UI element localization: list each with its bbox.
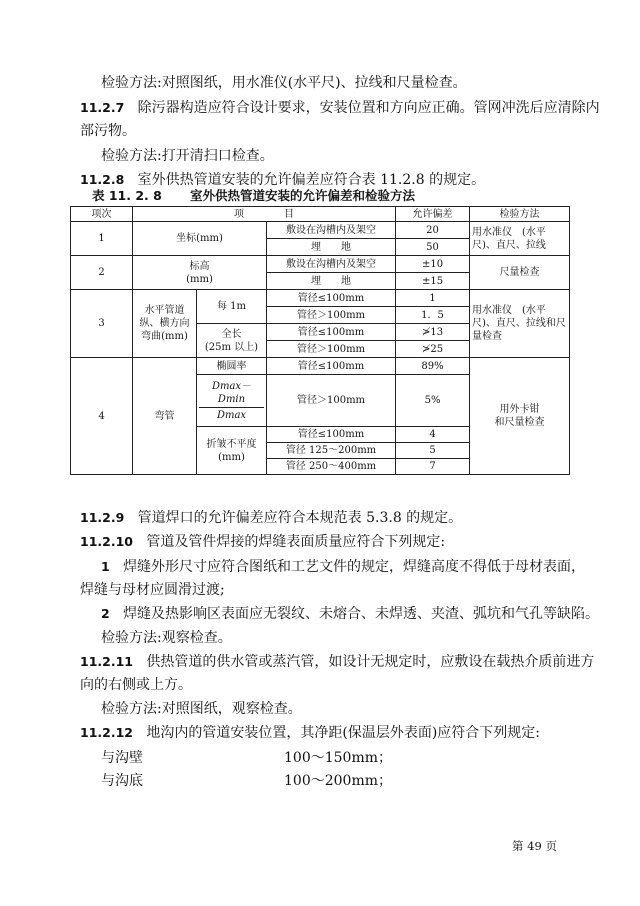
formula-fraction [199,380,264,422]
clause-number: 11.2.9 [80,510,125,525]
group-label-a: 全长 [221,328,242,340]
clause-11-2-12 [80,723,540,743]
row-no: 3 [71,290,133,358]
deviation-value: 5% [396,375,470,427]
deviation-value: ≯13 [396,324,470,341]
table-row [71,256,570,273]
sub-item: 敷设在沟槽内及架空 [267,222,396,239]
clause-text: 室外供热管道安装的允许偏差应符合表 11.2.8 的规定。 [137,172,486,188]
check-method-line: 检验方法:观察检查。 [101,630,232,646]
sub-item: 管径＞100mm [267,307,396,324]
clause-number: 11.2.10 [80,534,133,549]
check-method-line: 检验方法:对照图纸，用水准仪(水平尺)、拉线和尺量检查。 [101,75,467,91]
clause-11-2-10 [80,532,445,552]
formula-denominator: Dmax [216,409,247,421]
clause-number: 11.2.12 [80,725,133,740]
item-label: 标高 [189,260,210,272]
row-no: 4 [71,358,133,475]
sub-item: 管径≤100mm [267,358,396,375]
header-item: 项 目 [133,207,396,222]
clause-text-continued: 向的右侧或上方。 [80,677,192,693]
sub-item: 管径≤100mm [267,427,396,443]
sub-item: 管径＞100mm [267,341,396,358]
sub-item: 埋 地 [267,273,396,290]
group-label-b: (25m 以上) [204,341,259,353]
sub-item: 管径 250～400mm [267,459,396,475]
deviation-value: 50 [396,239,470,256]
deviation-value: ±15 [396,273,470,290]
check-method: 用水准仪 (水平尺)、直尺、拉线和尺量检查 [470,290,570,358]
clause-number: 11.2.7 [80,100,125,115]
page-number: 第 49 页 [512,839,557,853]
group-label-b: (mm) [218,451,245,463]
deviation-table [70,206,570,475]
group-label [197,324,267,358]
deviation-value: 1．5 [396,307,470,324]
ellipse-formula [197,375,267,427]
deviation-value: ≯25 [396,341,470,358]
list-text: 焊缝外形尺寸应符合图纸和工艺文件的规定，焊缝高度不得低于母材表面， [123,559,586,575]
sub-item: 管径≤100mm [267,290,396,307]
deviation-value: 89% [396,358,470,375]
clause-number: 11.2.11 [80,654,133,669]
table-row [71,290,570,307]
deviation-value: 5 [396,443,470,459]
table-number: 表 11. 2. 8 [92,188,162,203]
clause-text-continued: 部污物。 [80,123,136,139]
table-title: 室外供热管道安装的允许偏差和检验方法 [190,188,416,203]
sub-item: 管径≤100mm [267,324,396,341]
clause-text: 供热管道的供水管或蒸汽管，如设计无规定时，应敷设在载热介质前进方 [146,654,595,670]
row-item: 水平管道纵、横方向弯曲(mm) [133,290,197,358]
clearance-wall-label: 与沟壁 [101,750,143,766]
clause-11-2-11 [80,652,594,672]
table-header-row [71,207,570,222]
item-unit: (mm) [186,273,213,285]
check-method: 尺量检查 [470,256,570,290]
list-item-1-continued: 焊缝与母材应圆滑过渡; [80,582,225,598]
table-caption [92,186,415,204]
group-label-a: 折皱不平度 [206,438,257,450]
list-number: 1 [101,559,110,574]
check-method-line: 检验方法:打开清扫口检查。 [101,148,274,164]
check-method [470,358,570,475]
group-label [197,427,267,475]
clearance-bottom-value: 100～200mm； [284,773,392,789]
sub-item: 管径＞100mm [267,375,396,427]
deviation-value: 1 [396,290,470,307]
deviation-value: 4 [396,427,470,443]
row-item: 弯管 [133,358,197,475]
clause-11-2-9 [80,508,462,528]
row-no: 1 [71,222,133,256]
check-method: 用水准仪 (水平尺)、直尺、拉线 [470,222,570,256]
clause-11-2-7 [80,98,600,118]
clause-text: 除污器构造应符合设计要求，安装位置和方向应正确。管网冲洗后应清除内 [137,100,600,116]
check-method-a: 用外卡钳 [499,404,540,415]
row-no: 2 [71,256,133,290]
clearance-wall-value: 100～150mm； [284,750,392,766]
clearance-bottom-label: 与沟底 [101,773,143,789]
group-label: 椭圆率 [197,358,267,375]
table-row [71,222,570,239]
deviation-value: 7 [396,459,470,475]
deviation-value: ±10 [396,256,470,273]
check-method-line: 检验方法:对照图纸，观察检查。 [101,701,302,717]
deviation-value: 20 [396,222,470,239]
sub-item: 管径 125～200mm [267,443,396,459]
list-number: 2 [101,606,110,621]
row-item: 坐标(mm) [133,222,267,256]
check-method-b: 和尺量检查 [494,417,545,428]
table-row [71,358,570,375]
header-no: 项次 [71,207,133,222]
sub-item: 埋 地 [267,239,396,256]
formula-numerator: Dmax－Dmin [199,380,264,408]
list-item-1 [101,557,585,577]
clause-text: 管道焊口的允许偏差应符合本规范表 5.3.8 的规定。 [137,510,463,526]
header-deviation: 允许偏差 [396,207,470,222]
clause-number: 11.2.8 [80,172,125,187]
list-text: 焊缝及热影响区表面应无裂纹、未熔合、未焊透、夹渣、弧坑和气孔等缺陷。 [123,606,600,622]
group-label: 每 1m [197,290,267,324]
clause-text: 管道及管件焊接的焊缝表面质量应符合下列规定: [146,534,446,550]
row-item [133,256,267,290]
header-method: 检验方法 [470,207,570,222]
clause-text: 地沟内的管道安装位置，其净距(保温层外表面)应符合下列规定: [146,725,540,741]
sub-item: 敷设在沟槽内及架空 [267,256,396,273]
list-item-2 [101,604,599,624]
